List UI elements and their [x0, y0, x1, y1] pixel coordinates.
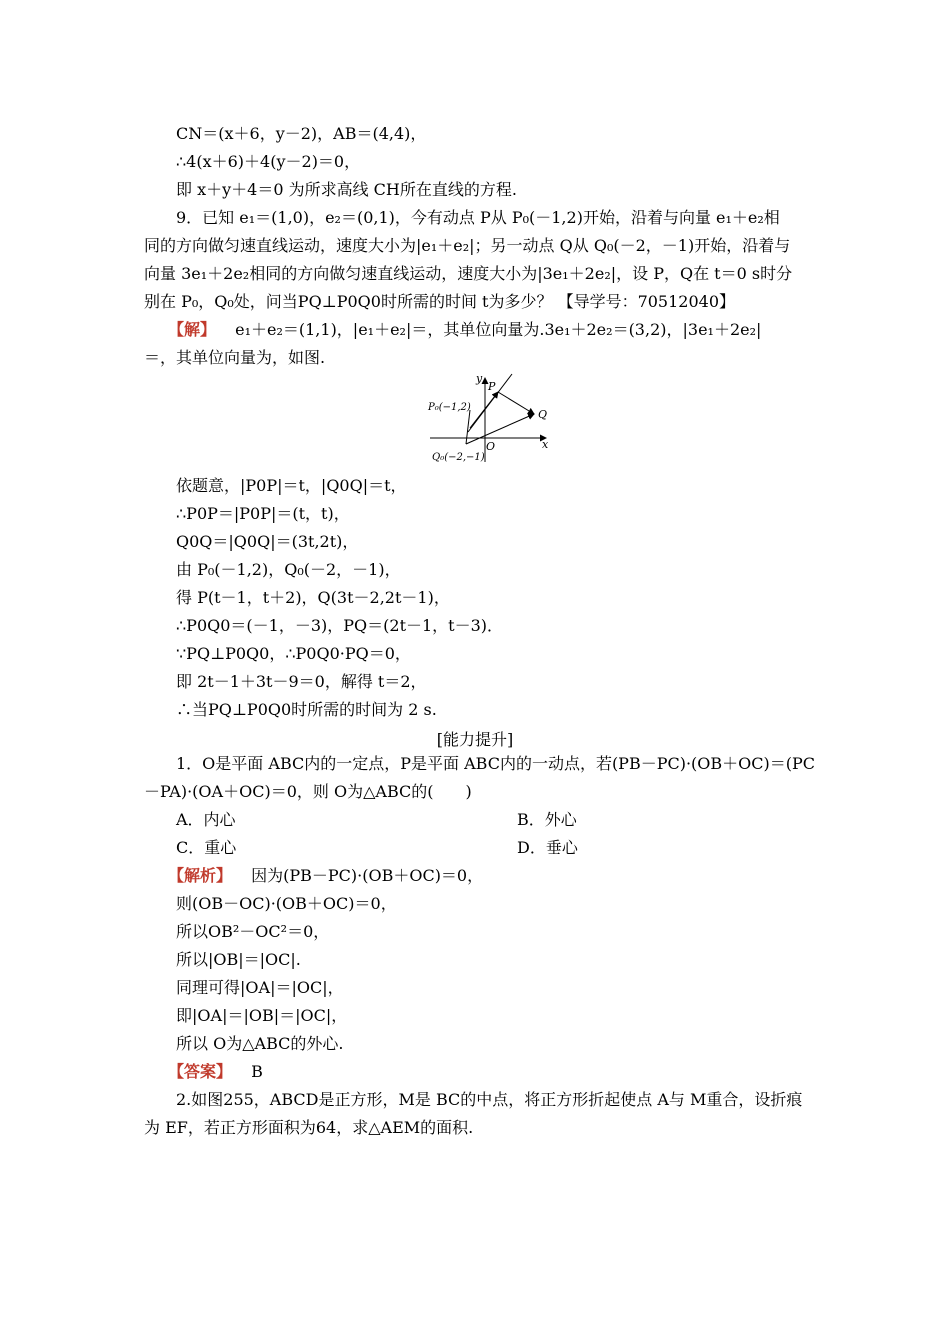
answer-tag: 【答案】 [168, 1062, 233, 1081]
option-a: A．内心 [176, 810, 236, 829]
question-9-line: 9．已知 e₁＝(1,0)，e₂＝(0,1)，今有动点 P从 P₀(－1,2)开始，沿着与向量 e₁＋e₂相 [176, 208, 780, 227]
p-label: P [488, 380, 496, 393]
solution-line: ＝，其单位向量为，如图. [144, 348, 326, 367]
q0-to-q-arrow [466, 414, 534, 444]
text-line: 即 x＋y＋4＝0 为所求高线 CH所在直线的方程. [176, 180, 517, 199]
question-9-line: 向量 3e₁＋2e₂相同的方向做匀速直线运动，速度大小为|3e₁＋2e₂|，设 P，Q在 t＝0 s时分 [144, 264, 793, 283]
option-d: D．垂心 [517, 838, 578, 857]
option-c: C．重心 [176, 838, 237, 857]
answer-text: B [251, 1062, 263, 1081]
y-axis-label: y [476, 372, 483, 385]
solution-step: ∵PQ⊥P0Q0，∴P0Q0·PQ＝0， [176, 644, 411, 663]
analysis-step: 即|OA|＝|OB|＝|OC|， [176, 1006, 348, 1025]
problem-1-line: 1．O是平面 ABC内的一定点，P是平面 ABC内的一动点，若(PB－PC)·(OB＋OC)＝(PC [176, 754, 816, 773]
text-line: CN＝(x＋6，y－2)，AB＝(4,4)， [176, 124, 427, 143]
analysis-text: 因为(PB－PC)·(OB＋OC)＝0， [251, 866, 484, 885]
analysis-line [168, 866, 483, 886]
solution-step: 得 P(t－1，t＋2)，Q(3t－2,2t－1)， [176, 588, 450, 607]
solution-text: e₁＋e₂＝(1,1)，|e₁＋e₂|＝，其单位向量为.3e₁＋2e₂＝(3,2)，|3e₁＋2e₂| [235, 320, 762, 339]
solution-step: ∴当PQ⊥P0Q0时所需的时间为 2 s. [176, 700, 437, 719]
analysis-step: 所以 O为△ABC的外心. [176, 1034, 344, 1053]
analysis-tag: 【解析】 [168, 866, 233, 885]
x-axis-label: x [542, 438, 549, 451]
analysis-step: 所以|OB|＝|OC|. [176, 950, 301, 969]
analysis-step: 则(OB－OC)·(OB＋OC)＝0， [176, 894, 397, 913]
p0-label: P₀(−1,2) [428, 402, 471, 413]
question-9-line: 同的方向做匀速直线运动，速度大小为|e₁＋e₂|；另一动点 Q从 Q₀(－2，－1)开始，沿着与 [144, 236, 791, 255]
problem-2-line: 为 EF，若正方形面积为64，求△AEM的面积. [144, 1118, 474, 1137]
solution-step: 由 P₀(－1,2)，Q₀(－2，－1)， [176, 560, 401, 579]
solution-step: Q0Q＝|Q0Q|＝(3t,2t)， [176, 532, 359, 551]
q0-label: Q₀(−2,−1) [432, 452, 485, 463]
solution-step: ∴P0P＝|P0P|＝(t，t)， [176, 504, 350, 523]
solution-step: 即 2t－1＋3t－9＝0，解得 t＝2， [176, 672, 427, 691]
q-label: Q [538, 408, 548, 421]
section-heading: [能力提升] [436, 730, 514, 749]
option-b: B．外心 [517, 810, 577, 829]
vector-figure [418, 370, 568, 466]
solution-step: ∴P0Q0＝(－1，－3)，PQ＝(2t－1，t－3)． [176, 616, 504, 635]
question-9-line: 别在 P₀，Q₀处，问当PQ⊥P0Q0时所需的时间 t为多少？ 【导学号：70512040】 [144, 292, 736, 311]
analysis-step: 同理可得|OA|＝|OC|， [176, 978, 344, 997]
q0-to-p0-line [466, 410, 470, 444]
p-to-q-arrow [498, 392, 534, 414]
origin-label: O [486, 440, 496, 453]
problem-1-line: －PA)·(OA＋OC)＝0，则 O为△ABC的( ) [144, 782, 472, 801]
analysis-step: 所以OB²－OC²＝0， [176, 922, 330, 941]
text-line: ∴4(x＋6)＋4(y－2)＝0， [176, 152, 361, 171]
solution-step: 依题意，|P0P|＝t，|Q0Q|＝t， [176, 476, 407, 495]
problem-2-line: 2.如图255，ABCD是正方形，M是 BC的中点，将正方形折起使点 A与 M重合，设折痕 [176, 1090, 803, 1109]
answer-line [168, 1062, 263, 1082]
solution-line [168, 320, 761, 340]
solution-tag: 【解】 [168, 320, 217, 339]
p0-to-p-arrow [470, 392, 498, 428]
